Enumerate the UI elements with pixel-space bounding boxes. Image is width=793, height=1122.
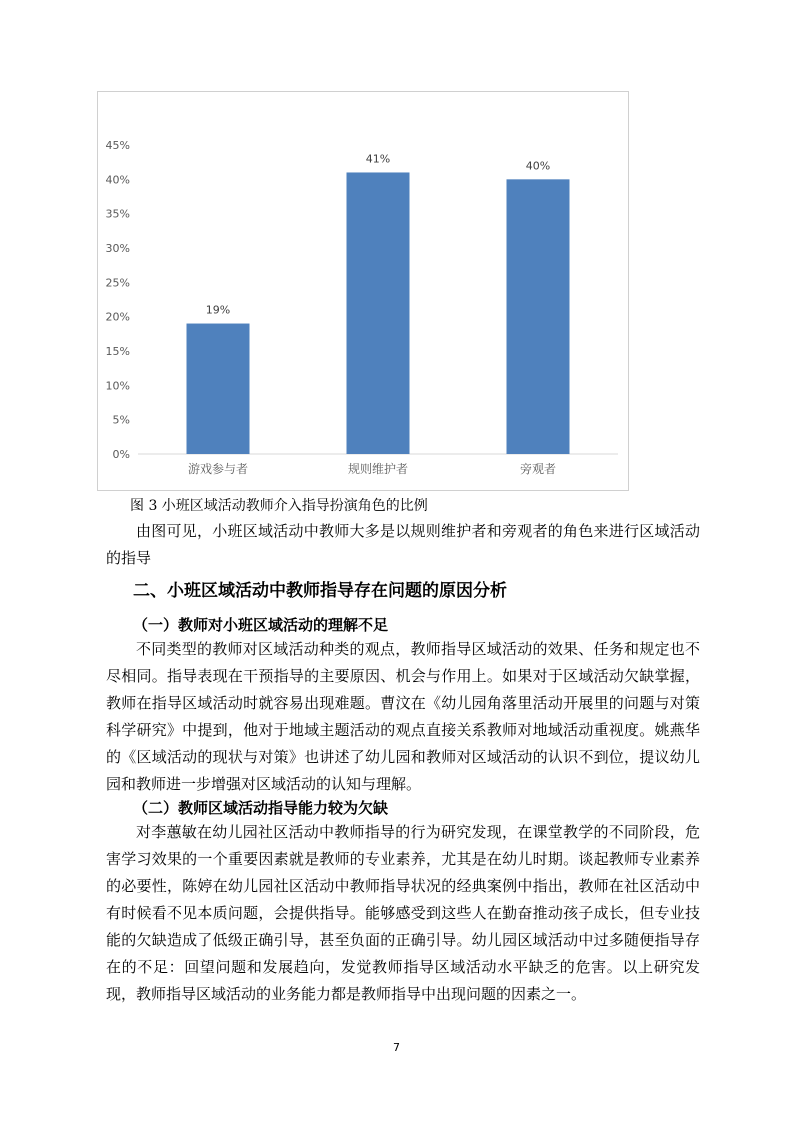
data-label: 19% [205,303,231,317]
page-number: 7 [393,1041,400,1054]
bar [347,172,410,454]
subsection-body-2: 对李蕙敏在幼儿园社区活动中教师指导的行为研究发现，在课堂教学的不同阶段，危害学习效果的一个重要因素就是教师的专业素养，尤其是在幼儿时期。谈起教师专业素养的必要性，陈婷在幼儿园社区活动中教师指导状况的经典案例中指出，教师在社区活动中有时候看不见本质问题，会提供指导。能够感受到这些人在勤奋推动孩子成长，但专业技能的欠缺造成了低级正确引导，甚至负面的正确引导。幼儿园区域活动中过多随便指导存在的不足：回望问题和发展趋向，发觉教师指导区域活动水平缺乏的危害。以上研究发现，教师指导区域活动的业务能力都是教师指导中出现问题的因素之一。 [106,823,700,1003]
y-tick-label: 30% [105,242,130,255]
bar-chart-frame [97,91,629,491]
y-tick-label: 45% [105,139,130,152]
y-tick-label: 10% [105,379,130,393]
subsection-heading-2: （二）教师区域活动指导能力较为欠缺 [133,799,389,817]
subsection-heading-1: （一）教师对小班区域活动的理解不足 [133,616,389,634]
category-label: 规则维护者 [347,462,409,476]
bar [187,324,250,454]
category-label: 旁观者 [519,462,557,476]
y-tick-label: 20% [105,310,130,324]
category-label: 游戏参与者 [187,462,249,476]
figure-caption: 图 3 小班区域活动教师介入指导扮演角色的比例 [130,498,428,514]
data-label: 41% [365,152,391,166]
y-tick-label: 40% [105,173,130,187]
section-heading: 二、小班区域活动中教师指导存在问题的原因分析 [133,581,507,601]
y-tick-label: 0% [112,448,130,461]
y-tick-label: 5% [112,413,130,427]
y-tick-label: 15% [105,345,130,358]
bar [507,179,570,454]
y-tick-label: 25% [105,276,130,290]
data-label: 40% [525,159,551,173]
bar-chart [98,92,628,490]
paragraph-intro: 由图可见，小班区域活动中教师大多是以规则维护者和旁观者的角色来进行区域活动的指导 [106,522,700,567]
y-tick-label: 35% [105,207,130,221]
subsection-body-1: 不同类型的教师对区域活动种类的观点，教师指导区域活动的效果、任务和规定也不尽相同。指导表现在干预指导的主要原因、机会与作用上。如果对于区域活动欠缺掌握，教师在指导区域活动时就容易出现难题。曹汶在《幼儿园角落里活动开展里的问题与对策科学研究》中提到，他对于地域主题活动的观点直接关系教师对地域活动重视度。姚燕华的《区域活动的现状与对策》也讲述了幼儿园和教师对区域活动的认识不到位，提议幼儿园和教师进一步增强对区域活动的认知与理解。 [106,640,700,793]
